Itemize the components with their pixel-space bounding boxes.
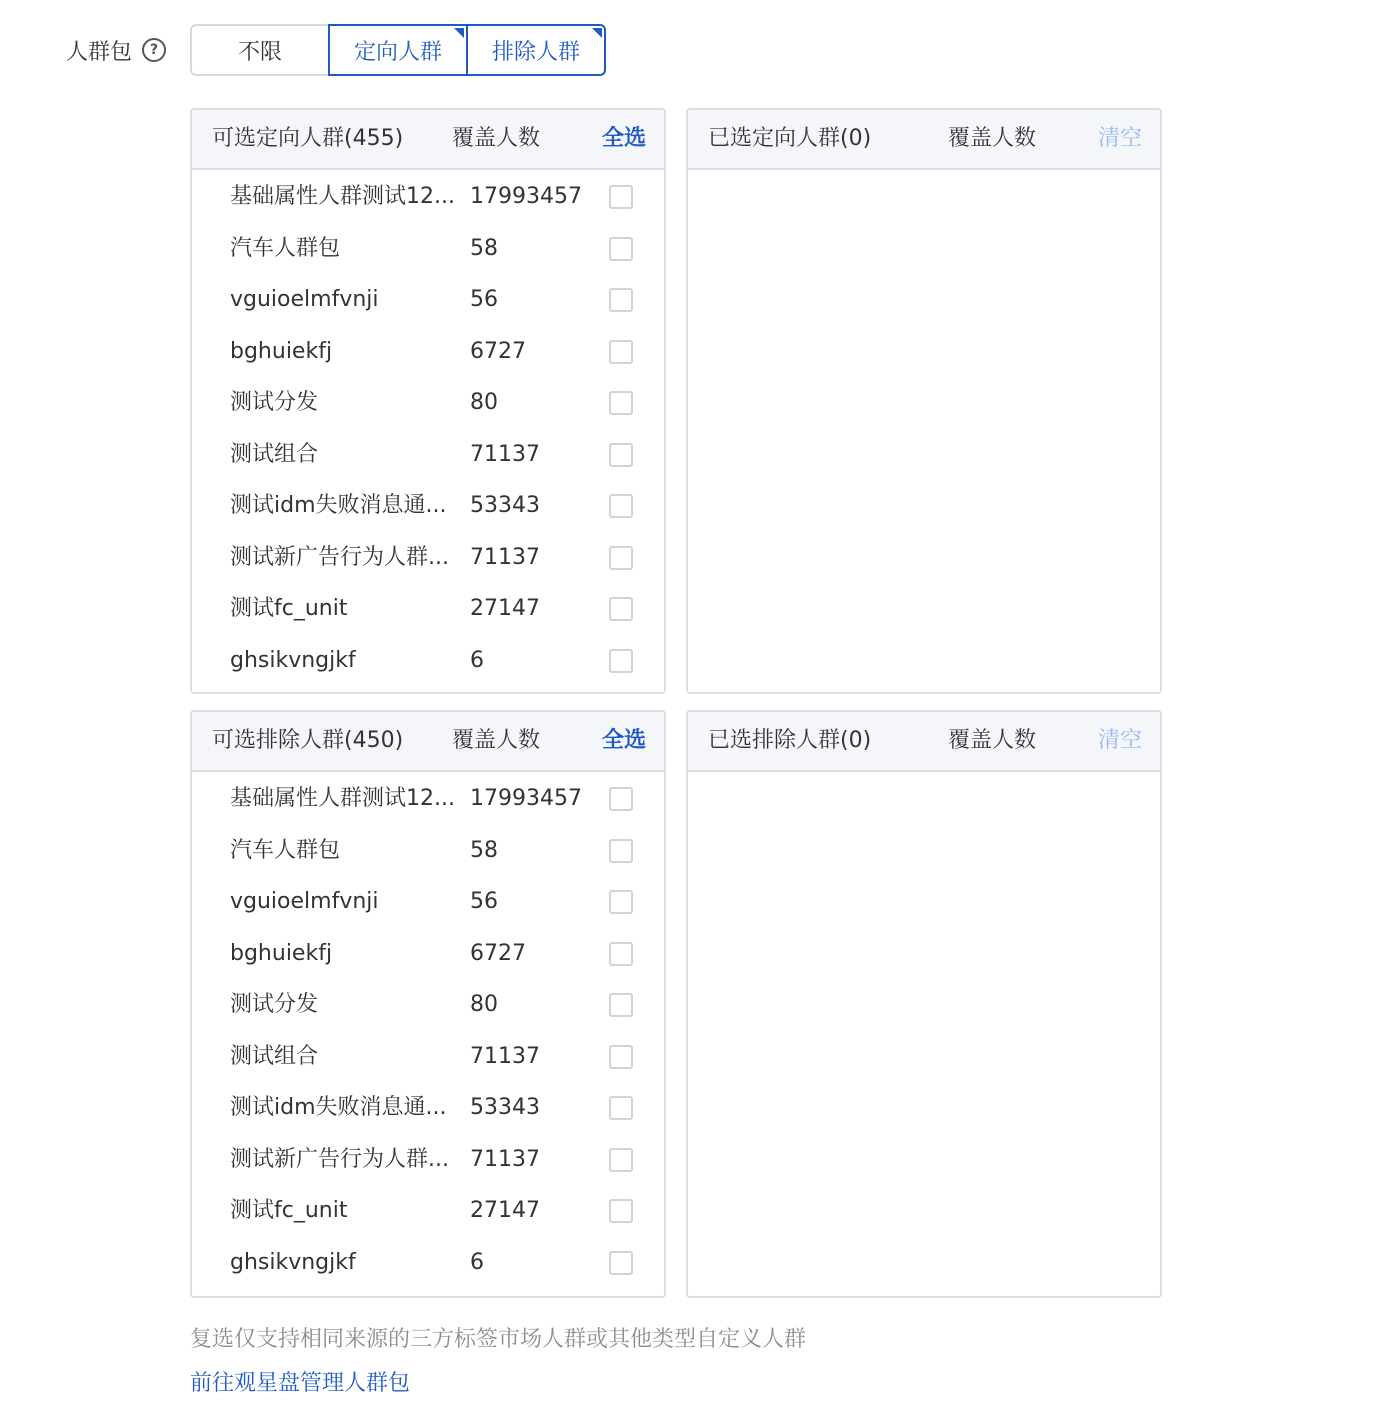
coverage-column-header: 覆盖人数 — [948, 126, 1037, 151]
field-label: 人群包 — [66, 39, 133, 65]
panel-header — [688, 712, 1160, 772]
crowd-checkbox[interactable] — [609, 1045, 633, 1069]
option-label: 不限 — [237, 39, 282, 65]
option-label: 排除人群 — [491, 39, 580, 65]
option-unlimited[interactable] — [190, 24, 330, 76]
list-item[interactable] — [192, 583, 664, 635]
list-item[interactable] — [192, 635, 664, 687]
crowd-checkbox[interactable] — [609, 288, 633, 312]
clear-button[interactable]: 清空 — [1097, 126, 1142, 151]
crowd-coverage-count: 71137 — [470, 1146, 540, 1172]
available-exclusion-panel — [190, 710, 666, 1298]
crowd-coverage-count: 6 — [470, 1249, 484, 1275]
select-all-button[interactable]: 全选 — [601, 728, 646, 753]
crowd-coverage-count: 6 — [470, 647, 484, 673]
crowd-name: 测试分发 — [230, 390, 319, 415]
crowd-coverage-count: 71137 — [470, 1043, 540, 1069]
list-item[interactable] — [192, 876, 664, 928]
panel-header — [192, 110, 664, 170]
crowd-checkbox[interactable] — [609, 546, 633, 570]
option-targeted-crowd[interactable] — [328, 24, 468, 76]
crowd-name: 测试idm失败消息通... — [230, 1095, 447, 1120]
crowd-name: 测试分发 — [230, 992, 319, 1017]
crowd-checkbox[interactable] — [609, 890, 633, 914]
crowd-coverage-count: 53343 — [470, 1095, 540, 1120]
crowd-name: bghuiekfj — [230, 940, 333, 966]
list-item[interactable] — [192, 1185, 664, 1237]
crowd-checkbox[interactable] — [609, 494, 633, 518]
selected-corner-icon — [454, 28, 464, 38]
crowd-list — [192, 170, 664, 686]
crowd-coverage-count: 6727 — [470, 940, 526, 966]
clear-button[interactable]: 清空 — [1097, 728, 1142, 753]
list-item[interactable] — [192, 274, 664, 326]
option-excluded-crowd[interactable] — [466, 24, 606, 76]
crowd-name: vguioelmfvnji — [230, 287, 379, 312]
crowd-name: 测试新广告行为人群... — [230, 544, 449, 570]
crowd-checkbox[interactable] — [609, 1251, 633, 1275]
crowd-name: 基础属性人群测试12... — [230, 786, 455, 811]
crowd-coverage-count: 80 — [470, 992, 498, 1017]
coverage-column-header: 覆盖人数 — [452, 728, 541, 753]
panel-title: 可选定向人群(455) — [212, 126, 404, 151]
list-item[interactable] — [192, 1134, 664, 1186]
question-circle-icon[interactable]: ? — [142, 38, 166, 62]
crowd-checkbox[interactable] — [609, 839, 633, 863]
list-item[interactable] — [192, 171, 664, 223]
list-item[interactable] — [192, 326, 664, 378]
crowd-name: 测试fc_unit — [230, 596, 348, 621]
crowd-checkbox[interactable] — [609, 597, 633, 621]
crowd-checkbox[interactable] — [609, 1199, 633, 1223]
crowd-checkbox[interactable] — [609, 391, 633, 415]
crowd-coverage-count: 58 — [470, 837, 498, 863]
crowd-checkbox[interactable] — [609, 1148, 633, 1172]
crowd-checkbox[interactable] — [609, 1096, 633, 1120]
select-all-button[interactable]: 全选 — [601, 126, 646, 151]
crowd-name: 测试组合 — [230, 1043, 319, 1069]
list-item[interactable] — [192, 429, 664, 481]
selected-exclusion-panel — [686, 710, 1162, 1298]
crowd-checkbox[interactable] — [609, 443, 633, 467]
crowd-checkbox[interactable] — [609, 340, 633, 364]
list-item[interactable] — [192, 773, 664, 825]
panel-title: 可选排除人群(450) — [212, 728, 404, 753]
list-item[interactable] — [192, 532, 664, 584]
crowd-name: vguioelmfvnji — [230, 889, 379, 914]
selected-targeting-panel — [686, 108, 1162, 694]
multi-select-hint: 复选仅支持相同来源的三方标签市场人群或其他类型自定义人群 — [190, 1327, 807, 1352]
available-targeting-panel — [190, 108, 666, 694]
crowd-coverage-count: 80 — [470, 390, 498, 415]
crowd-name: 测试idm失败消息通... — [230, 493, 447, 518]
panel-title: 已选排除人群(0) — [708, 728, 872, 753]
panel-header — [192, 712, 664, 772]
list-item[interactable] — [192, 1082, 664, 1134]
list-item[interactable] — [192, 1031, 664, 1083]
list-item[interactable] — [192, 979, 664, 1031]
crowd-name: 汽车人群包 — [230, 837, 341, 863]
crowd-coverage-count: 58 — [470, 235, 498, 261]
crowd-coverage-count: 17993457 — [470, 184, 582, 209]
crowd-name: 测试组合 — [230, 441, 319, 467]
option-label: 定向人群 — [353, 39, 442, 65]
crowd-checkbox[interactable] — [609, 649, 633, 673]
crowd-checkbox[interactable] — [609, 787, 633, 811]
crowd-coverage-count: 27147 — [470, 1198, 540, 1223]
crowd-checkbox[interactable] — [609, 942, 633, 966]
coverage-column-header: 覆盖人数 — [948, 728, 1037, 753]
selected-corner-icon — [592, 28, 602, 38]
crowd-name: 测试fc_unit — [230, 1198, 348, 1223]
coverage-column-header: 覆盖人数 — [452, 126, 541, 151]
manage-crowd-package-link[interactable]: 前往观星盘管理人群包 — [190, 1371, 411, 1396]
list-item[interactable] — [192, 928, 664, 980]
crowd-checkbox[interactable] — [609, 237, 633, 261]
crowd-coverage-count: 53343 — [470, 493, 540, 518]
crowd-coverage-count: 6727 — [470, 338, 526, 364]
crowd-coverage-count: 56 — [470, 287, 498, 312]
crowd-checkbox[interactable] — [609, 993, 633, 1017]
panel-title: 已选定向人群(0) — [708, 126, 872, 151]
crowd-list — [192, 772, 664, 1288]
crowd-name: 汽车人群包 — [230, 235, 341, 261]
crowd-coverage-count: 71137 — [470, 441, 540, 467]
crowd-coverage-count: 27147 — [470, 596, 540, 621]
crowd-name: ghsikvngjkf — [230, 1249, 356, 1275]
crowd-checkbox[interactable] — [609, 185, 633, 209]
list-item[interactable] — [192, 1237, 664, 1289]
crowd-coverage-count: 17993457 — [470, 786, 582, 811]
crowd-name: 测试新广告行为人群... — [230, 1146, 449, 1172]
crowd-mode-selector — [190, 24, 606, 76]
crowd-name: 基础属性人群测试12... — [230, 184, 455, 209]
list-item[interactable] — [192, 377, 664, 429]
crowd-name: bghuiekfj — [230, 338, 333, 364]
list-item[interactable] — [192, 223, 664, 275]
crowd-coverage-count: 71137 — [470, 544, 540, 570]
crowd-name: ghsikvngjkf — [230, 647, 356, 673]
list-item[interactable] — [192, 825, 664, 877]
panel-header — [688, 110, 1160, 170]
crowd-coverage-count: 56 — [470, 889, 498, 914]
list-item[interactable] — [192, 480, 664, 532]
crowd-package-label-row — [66, 24, 166, 76]
